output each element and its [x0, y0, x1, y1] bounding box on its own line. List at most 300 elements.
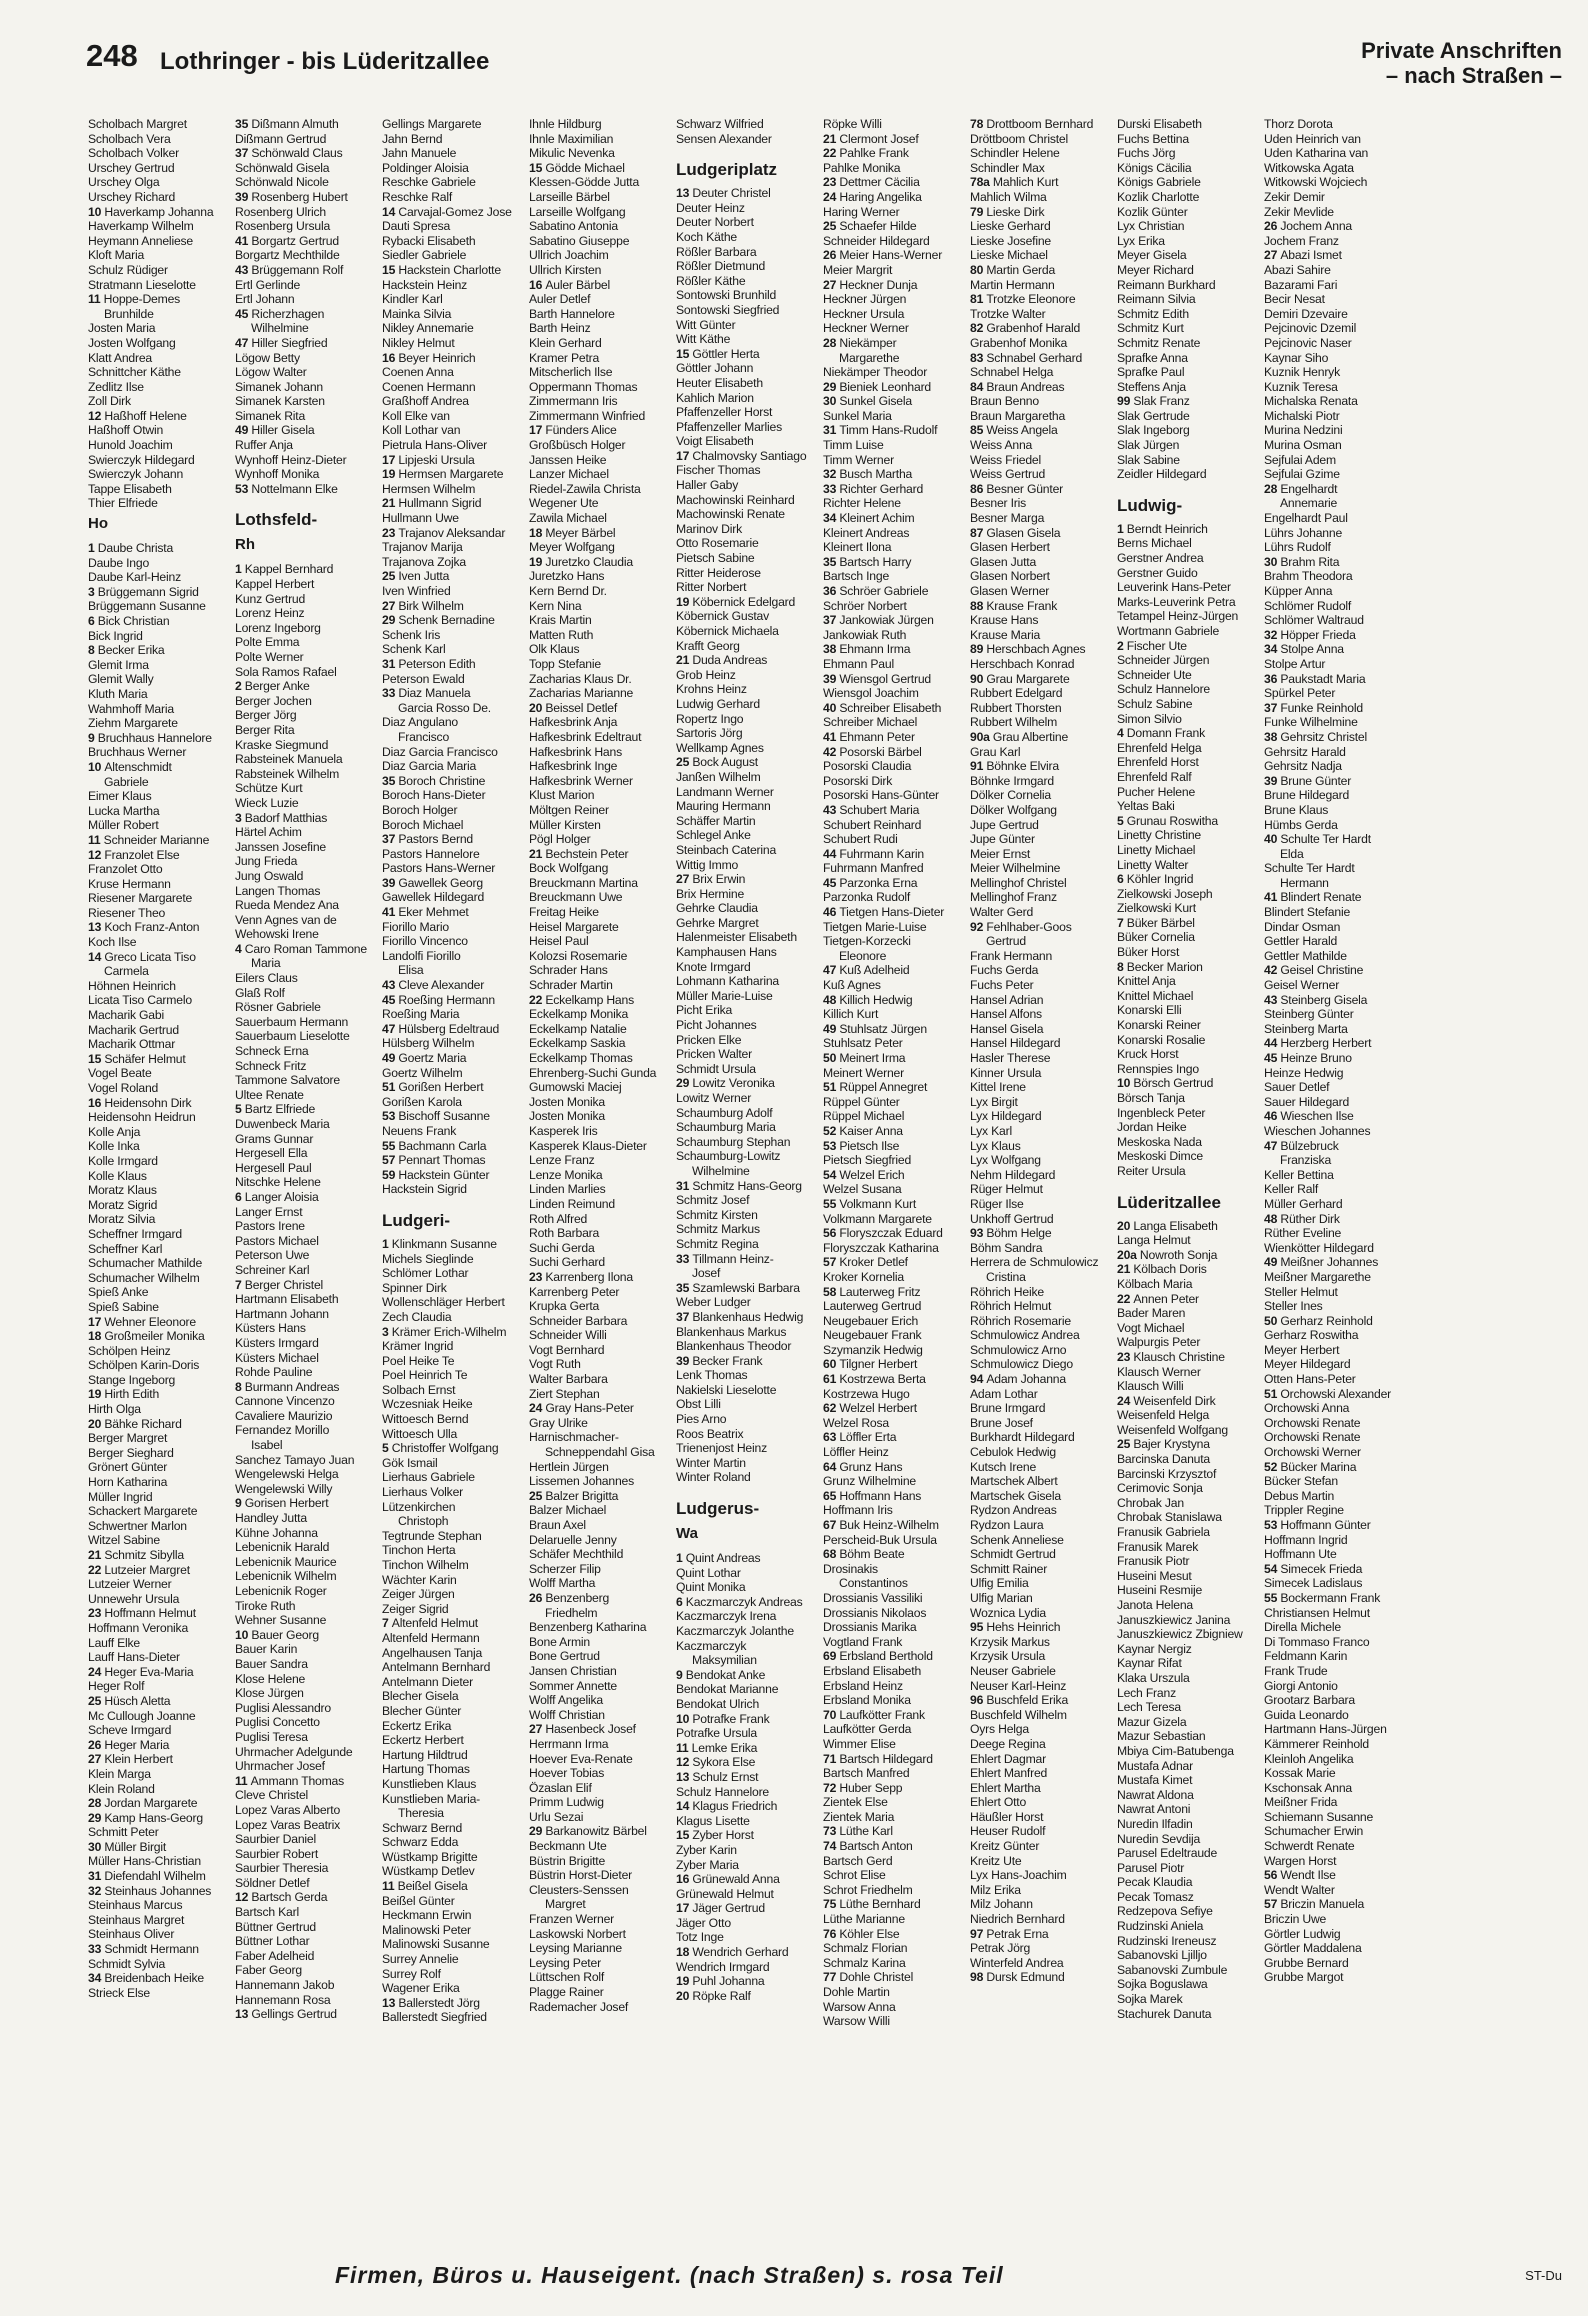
resident-name: Iven Jutta	[398, 569, 450, 584]
resident-name: Höpper Frieda	[1280, 627, 1356, 642]
resident-name: Schreiber Elisabeth	[839, 700, 942, 715]
house-number: 92	[970, 919, 987, 934]
resident-name: Hackstein Günter	[398, 1167, 490, 1182]
resident-name: Huber Sepp	[839, 1780, 903, 1795]
house-number: 88	[970, 598, 987, 613]
resident-entry: Solbach Ernst	[382, 1382, 456, 1397]
resident-name: Herzberg Herbert	[1280, 1036, 1372, 1051]
resident-entry: Schütze Kurt	[235, 781, 303, 796]
resident-entry: Kozlik Günter	[1117, 204, 1188, 219]
resident-entry: Schulz Hannelore	[1117, 682, 1211, 697]
resident-name: Becker Frank	[692, 1353, 763, 1368]
resident-entry: Rüger Helmut	[970, 1182, 1043, 1197]
resident-entry: Krupka Gerta	[529, 1299, 600, 1314]
house-number: 53	[823, 1138, 840, 1153]
resident-name: Funke Reinhold	[1280, 700, 1363, 715]
resident-name: Heidensohn Dirk	[104, 1095, 192, 1110]
resident-entry: Nikley Helmut	[382, 335, 455, 350]
resident-name: Hehs Heinrich	[986, 1620, 1061, 1635]
resident-entry: Heinze Hedwig	[1264, 1065, 1344, 1080]
resident-name: Jordan Margarete	[104, 1796, 198, 1811]
resident-entry	[676, 1770, 823, 1785]
house-number: 53	[382, 1109, 399, 1124]
resident-entry	[1264, 1868, 1411, 1883]
resident-entry: Hansel Gisela	[970, 1021, 1044, 1036]
resident-name: Meyer Bärbel	[545, 525, 616, 540]
resident-entry: Laskowski Norbert	[529, 1926, 626, 1941]
resident-entry: Drossianis Vassiliki	[823, 1590, 923, 1605]
house-number: 45	[235, 306, 252, 321]
resident-entry	[88, 760, 235, 775]
resident-entry: Schenk Karl	[382, 642, 446, 657]
resident-entry: Schmulowicz Diego	[970, 1357, 1073, 1372]
entry-continuation: Wilhelmine	[251, 321, 309, 336]
resident-entry: Gök Ismail	[382, 1455, 438, 1470]
resident-entry: Heger Rolf	[88, 1679, 145, 1694]
resident-entry	[235, 1380, 382, 1395]
resident-entry	[382, 876, 529, 891]
resident-name: Hiller Gisela	[251, 423, 315, 438]
resident-entry: Trotzke Walter	[970, 306, 1046, 321]
resident-entry: Kühne Johanna	[235, 1525, 318, 1540]
resident-entry	[382, 1022, 529, 1037]
resident-entry	[382, 1441, 529, 1456]
resident-entry: Schindler Max	[970, 160, 1045, 175]
house-number: 22	[823, 146, 840, 161]
resident-entry: Haverkamp Wilhelm	[88, 219, 194, 234]
resident-entry	[676, 1551, 823, 1566]
resident-entry: Erbsland Elisabeth	[823, 1663, 922, 1678]
resident-entry	[88, 848, 235, 863]
resident-entry	[235, 1628, 382, 1643]
resident-entry: Steinbach Caterina	[676, 842, 777, 857]
resident-name: Grau Albertine	[992, 729, 1069, 744]
resident-entry: Blindert Stefanie	[1264, 905, 1351, 920]
resident-entry: Wieschen Johannes	[1264, 1123, 1371, 1138]
resident-name: Weisenfeld Dirk	[1133, 1393, 1216, 1408]
resident-name: Altenschmidt	[104, 759, 172, 774]
resident-entry: Zawila Michael	[529, 511, 607, 526]
resident-entry: Küsters Hans	[235, 1321, 306, 1336]
resident-entry: Glaß Rolf	[235, 985, 285, 1000]
resident-entry: Fernandez Morillo	[235, 1423, 330, 1438]
resident-entry	[382, 1879, 529, 1894]
resident-entry: Görtler Ludwig	[1264, 1926, 1341, 1941]
resident-entry: Mc Cullough Joanne	[88, 1708, 196, 1723]
resident-entry: Kasperek Klaus-Dieter	[529, 1138, 647, 1153]
house-number: 45	[1264, 1051, 1281, 1065]
resident-entry: Schmidt Sylvia	[88, 1956, 166, 1971]
resident-entry: Heidensohn Heidrun	[88, 1110, 196, 1125]
resident-entry: Pietsch Siegfried	[823, 1153, 912, 1168]
resident-entry: Poel Heinrich Te	[382, 1368, 468, 1383]
resident-entry: Eckertz Erika	[382, 1718, 452, 1733]
resident-entry: Braun Axel	[529, 1518, 586, 1532]
resident-entry: Zekir Demir	[1264, 189, 1325, 204]
resident-entry: Obst Lilli	[676, 1397, 721, 1412]
resident-name: Bechstein Peter	[545, 846, 629, 861]
house-number: 36	[823, 584, 840, 598]
resident-entry	[970, 1372, 1117, 1387]
resident-entry: Fischer Thomas	[676, 463, 761, 478]
resident-entry: Walpurgis Peter	[1117, 1335, 1201, 1350]
resident-name: Koch Franz-Anton	[104, 920, 200, 935]
resident-name: Goertz Maria	[398, 1051, 467, 1065]
resident-entry: Josten Maria	[88, 321, 156, 336]
resident-entry: Rosenberg Ulrich	[235, 204, 326, 219]
resident-entry: Winterfeld Andrea	[970, 1955, 1064, 1970]
house-number: 17	[382, 452, 399, 467]
resident-entry: Dirella Michele	[1264, 1620, 1341, 1635]
resident-entry: Simanek Karsten	[235, 394, 325, 409]
resident-entry	[823, 1489, 970, 1504]
resident-entry	[382, 993, 529, 1008]
resident-entry: Urlu Sezai	[529, 1809, 584, 1824]
resident-entry: Linden Marlies	[529, 1182, 606, 1197]
resident-entry: Kostrzewa Hugo	[823, 1386, 910, 1401]
resident-entry	[823, 1781, 970, 1796]
resident-entry: Pietsch Sabine	[676, 551, 755, 566]
resident-entry: Wehowski Irene	[235, 927, 319, 942]
resident-entry	[235, 1102, 382, 1117]
resident-name: Langer Aloisia	[244, 1189, 319, 1204]
resident-entry: Meskoski Dimce	[1117, 1149, 1203, 1164]
resident-entry: Tegtrunde Stephan	[382, 1528, 482, 1543]
resident-entry: Schneider Hildegard	[823, 233, 930, 248]
resident-name: Lemke Erika	[691, 1740, 758, 1755]
resident-entry: Schäfer Mechthild	[529, 1547, 624, 1562]
resident-entry	[823, 394, 970, 409]
resident-entry: Parusel Edeltraude	[1117, 1846, 1218, 1861]
resident-entry: Meißner Margarethe	[1264, 1269, 1371, 1284]
resident-entry: Schmalz Karina	[823, 1955, 906, 1970]
resident-entry: Steinberg Günter	[1264, 1007, 1354, 1022]
resident-entry: Swierczyk Hildegard	[88, 452, 195, 467]
resident-entry: Walter Gerd	[970, 905, 1034, 920]
resident-name: Szamlewski Barbara	[692, 1280, 800, 1295]
resident-entry: Gorißen Karola	[382, 1094, 462, 1109]
resident-entry: Büstrin Brigitte	[529, 1853, 606, 1868]
house-number: 62	[823, 1401, 840, 1416]
resident-entry: Sommer Annette	[529, 1678, 617, 1693]
resident-entry: Sanchez Tamayo Juan	[235, 1452, 355, 1467]
resident-entry	[823, 847, 970, 862]
resident-entry: Bücker Stefan	[1264, 1474, 1338, 1489]
resident-entry: Schmitt Rainer	[970, 1561, 1048, 1576]
resident-entry: Mauring Hermann	[676, 799, 771, 814]
resident-entry: Rößler Barbara	[676, 244, 757, 259]
resident-name: Eckelkamp Hans	[545, 992, 634, 1007]
resident-entry: Nehm Hildegard	[970, 1167, 1056, 1182]
resident-name: Gorißen Herbert	[398, 1080, 484, 1095]
resident-entry	[382, 1051, 529, 1066]
resident-entry: Blecher Günter	[382, 1703, 462, 1718]
resident-entry: Krämer Ingrid	[382, 1339, 454, 1354]
resident-entry: Cavaliere Maurizio	[235, 1408, 333, 1423]
resident-entry: Berger Margret	[88, 1431, 168, 1446]
resident-entry: Lenze Monika	[529, 1167, 603, 1182]
resident-entry: Haßhoff Otwin	[88, 423, 164, 438]
resident-entry: Wiensgol Joachim	[823, 686, 919, 701]
resident-entry: Kraske Siegmund	[235, 737, 329, 752]
resident-name: Pietsch Ilse	[839, 1138, 900, 1153]
house-number: 27	[382, 598, 399, 613]
resident-entry: Hackstein Heinz	[382, 277, 468, 292]
resident-entry: Graßhoff Andrea	[382, 394, 469, 409]
resident-entry	[382, 1616, 529, 1631]
resident-name: Duda Andreas	[692, 653, 768, 668]
resident-entry: Antelmann Bernhard	[382, 1660, 491, 1675]
resident-entry: Blankenhaus Markus	[676, 1324, 787, 1339]
resident-entry	[88, 1796, 235, 1811]
resident-name: Greco Licata Tiso	[104, 949, 196, 964]
resident-entry	[235, 1190, 382, 1205]
resident-entry: Slak Ingeborg	[1117, 423, 1190, 438]
resident-entry: Faber Georg	[235, 1963, 302, 1978]
resident-entry	[382, 905, 529, 920]
house-number: 19	[676, 594, 693, 609]
house-number: 8	[235, 1379, 245, 1394]
resident-entry: Bauer Karin	[235, 1642, 298, 1657]
resident-entry: Delaruelle Jenny	[529, 1532, 617, 1547]
house-number: 95	[970, 1620, 987, 1635]
resident-name: Killich Hedwig	[839, 992, 913, 1007]
resident-entry: Heuser Rudolf	[970, 1824, 1046, 1839]
resident-name: Gawellek Georg	[398, 875, 483, 890]
resident-entry	[382, 351, 529, 366]
resident-entry	[88, 1417, 235, 1432]
resident-entry: Hartmann Elisabeth	[235, 1292, 339, 1307]
house-number: 43	[235, 262, 252, 277]
resident-entry: Pögl Holger	[529, 832, 591, 847]
house-number: 38	[1264, 729, 1281, 744]
resident-name: Bruchhaus Hannelore	[97, 730, 212, 745]
resident-entry: Gettler Harald	[1264, 934, 1338, 949]
house-number: 80	[970, 262, 987, 277]
resident-entry: Schneider Willi	[529, 1328, 607, 1343]
resident-entry: Schmulowicz Andrea	[970, 1328, 1080, 1343]
resident-entry: Strieck Else	[88, 1985, 150, 2000]
resident-entry: Klausch Werner	[1117, 1364, 1201, 1379]
resident-entry: Sauer Detlef	[1264, 1080, 1330, 1095]
resident-entry: Knote Irmgard	[676, 959, 751, 974]
resident-entry: Lührs Johanne	[1264, 525, 1343, 540]
resident-entry: Jäger Otto	[676, 1915, 731, 1930]
resident-entry	[823, 1518, 970, 1533]
house-number: 1	[1117, 521, 1127, 536]
resident-entry: Nuredin Ilfadin	[1117, 1816, 1193, 1831]
resident-name: Drottboom Bernhard	[986, 117, 1094, 131]
resident-entry: Borgartz Mechthilde	[235, 248, 340, 263]
directory-column	[88, 117, 235, 2227]
resident-entry	[88, 1884, 235, 1899]
resident-entry: Janßen Wilhelm	[676, 769, 761, 784]
resident-entry: Steffens Anja	[1117, 379, 1187, 394]
resident-entry: Sabatino Giuseppe	[529, 233, 630, 248]
resident-entry: Dröttboom Christel	[970, 131, 1068, 146]
resident-entry	[1117, 960, 1264, 975]
resident-entry: Christiansen Helmut	[1264, 1605, 1370, 1620]
house-number: 19	[676, 1974, 693, 1989]
resident-entry: Büttner Lothar	[235, 1934, 310, 1949]
resident-entry: Olk Klaus	[529, 642, 580, 657]
resident-entry	[382, 569, 529, 584]
resident-name: Sykora Else	[692, 1755, 756, 1770]
house-number: 99	[1117, 394, 1134, 409]
resident-entry: Pietrula Hans-Oliver	[382, 438, 488, 453]
resident-entry: Hartmann Johann	[235, 1306, 329, 1321]
house-number: 35	[382, 773, 399, 788]
resident-entry	[823, 730, 970, 745]
resident-entry: Cerimovic Sonja	[1117, 1481, 1203, 1496]
resident-entry: Balzer Michael	[529, 1503, 607, 1518]
house-number: 16	[88, 1095, 105, 1110]
resident-entry	[823, 1401, 970, 1416]
resident-entry	[970, 292, 1117, 307]
resident-entry: Mustafa Kimet	[1117, 1773, 1193, 1788]
house-number: 25	[88, 1693, 105, 1708]
resident-entry: Frank Trude	[1264, 1663, 1328, 1678]
resident-entry	[970, 1693, 1117, 1708]
resident-entry	[88, 1606, 235, 1621]
house-number: 40	[1264, 832, 1281, 847]
house-number: 61	[823, 1372, 840, 1387]
resident-entry	[382, 205, 529, 220]
resident-name: Bauer Georg	[251, 1627, 319, 1642]
resident-entry: Schmitz Edith	[1117, 306, 1189, 321]
resident-entry: Kaynar Siho	[1264, 350, 1329, 365]
resident-entry	[235, 2007, 382, 2022]
resident-entry: Wczesniak Heike	[382, 1397, 473, 1412]
resident-name: Blankenhaus Hedwig	[692, 1309, 804, 1324]
resident-entry: Lauterweg Gertrud	[823, 1299, 922, 1314]
house-number: 52	[1264, 1459, 1281, 1474]
resident-entry	[88, 833, 235, 848]
resident-entry: Glemit Irma	[88, 657, 149, 672]
resident-entry: Kolle Anja	[88, 1124, 141, 1139]
house-number: 28	[823, 335, 840, 350]
resident-entry: Bader Maren	[1117, 1306, 1186, 1321]
resident-entry: Killich Kurt	[823, 1007, 879, 1022]
section-title-line1: Private Anschriften	[1361, 38, 1562, 63]
resident-entry: Lauff Elke	[88, 1635, 140, 1650]
resident-name: Hüsch Aletta	[104, 1693, 171, 1708]
resident-entry	[676, 1755, 823, 1770]
resident-entry: Sartoris Jörg	[676, 726, 743, 741]
resident-name: Potrafke Frank	[692, 1711, 770, 1726]
house-number: 4	[1117, 726, 1127, 741]
resident-entry: Krohns Heinz	[676, 682, 747, 697]
resident-entry: Rüger Ilse	[970, 1196, 1024, 1211]
resident-entry	[676, 1595, 823, 1610]
house-number: 15	[88, 1051, 105, 1066]
resident-entry: Janssen Heike	[529, 452, 607, 467]
resident-entry: Langen Thomas	[235, 883, 321, 898]
resident-entry: Eckelkamp Saskia	[529, 1036, 626, 1051]
resident-entry: Quint Monika	[676, 1580, 746, 1595]
resident-entry: Koll Lothar van	[382, 423, 461, 438]
resident-entry	[823, 336, 970, 351]
house-number: 63	[823, 1430, 840, 1445]
resident-entry: Horn Katharina	[88, 1475, 168, 1490]
resident-entry: Müller Robert	[88, 818, 159, 833]
resident-entry	[88, 1665, 235, 1680]
resident-entry	[676, 872, 823, 887]
house-number: 1	[676, 1551, 686, 1566]
house-number: 11	[88, 832, 104, 847]
resident-entry: Schröer Norbert	[823, 598, 907, 613]
resident-entry	[529, 161, 676, 176]
house-number: 26	[529, 1590, 546, 1605]
resident-entry: Leysing Marianne	[529, 1941, 623, 1956]
resident-entry: Wendrich Irmgard	[676, 1959, 770, 1974]
resident-entry: Ludwig Gerhard	[676, 696, 760, 711]
resident-entry: Schumacher Erwin	[1264, 1824, 1364, 1839]
house-number: 18	[676, 1945, 693, 1960]
resident-entry: Klatt Andrea	[88, 350, 152, 365]
resident-entry: Posorski Hans-Günter	[823, 788, 939, 803]
resident-entry: Scheffner Irmgard	[88, 1226, 182, 1241]
resident-entry: Puglisi Alessandro	[235, 1700, 331, 1715]
resident-entry: Woznica Lydia	[970, 1605, 1046, 1620]
resident-entry: Mustafa Adnar	[1117, 1758, 1193, 1773]
resident-entry: Tietgen-Korzecki	[823, 934, 911, 949]
resident-entry: Eckertz Herbert	[382, 1733, 464, 1748]
resident-entry	[823, 905, 970, 920]
resident-name: Lowitz Veronika	[692, 1076, 775, 1091]
resident-entry: Abazi Sahire	[1264, 262, 1331, 277]
resident-entry	[970, 526, 1117, 541]
resident-entry: Gehrke Claudia	[676, 901, 758, 916]
resident-name: Tietgen Hans-Dieter	[839, 905, 945, 920]
resident-name: Timm Hans-Rudolf	[839, 423, 938, 438]
resident-entry: Trajanova Zojka	[382, 554, 466, 569]
resident-entry: Di Tommaso Franco	[1264, 1634, 1370, 1649]
resident-name: Kölbach Doris	[1133, 1262, 1207, 1277]
resident-entry	[382, 1237, 529, 1252]
house-number: 10	[235, 1627, 252, 1642]
resident-entry: Bock Wolfgang	[529, 861, 609, 876]
resident-entry	[1264, 1562, 1411, 1577]
resident-entry: Böhnke Irmgard	[970, 773, 1054, 788]
resident-name: Grunz Hans	[839, 1459, 903, 1474]
resident-entry	[1264, 628, 1411, 643]
resident-entry: Witt Käthe	[676, 332, 731, 347]
resident-entry: Riedel-Zawila Christa	[529, 481, 641, 496]
resident-entry: Kschonsak Anna	[1264, 1780, 1352, 1795]
resident-name: Richerzhagen	[251, 306, 325, 321]
resident-entry	[88, 1738, 235, 1753]
resident-entry: Macharik Gertrud	[88, 1022, 179, 1037]
resident-entry: Gerharz Roswitha	[1264, 1328, 1359, 1343]
house-number: 45	[382, 992, 399, 1007]
resident-entry: Larseille Wolfgang	[529, 204, 626, 219]
resident-entry: Hirth Olga	[88, 1402, 141, 1417]
resident-entry: Sabanovski Ljilljo	[1117, 1948, 1207, 1963]
resident-entry: Diaz Angulano	[382, 715, 458, 730]
house-number: 11	[676, 1740, 692, 1755]
resident-name: Hülsberg Edeltraud	[398, 1021, 500, 1036]
resident-entry: Tetampel Heinz-Jürgen	[1117, 609, 1239, 624]
resident-entry: Hannemann Rosa	[235, 1992, 331, 2007]
resident-name: Böhm Helge	[986, 1226, 1052, 1241]
resident-entry: Petrak Jörg	[970, 1941, 1031, 1956]
house-number: 33	[382, 686, 399, 701]
resident-entry: Wehner Susanne	[235, 1613, 327, 1628]
resident-entry	[382, 1996, 529, 2011]
resident-name: Bick Christian	[97, 614, 170, 628]
resident-entry: Schreiner Karl	[235, 1262, 310, 1277]
